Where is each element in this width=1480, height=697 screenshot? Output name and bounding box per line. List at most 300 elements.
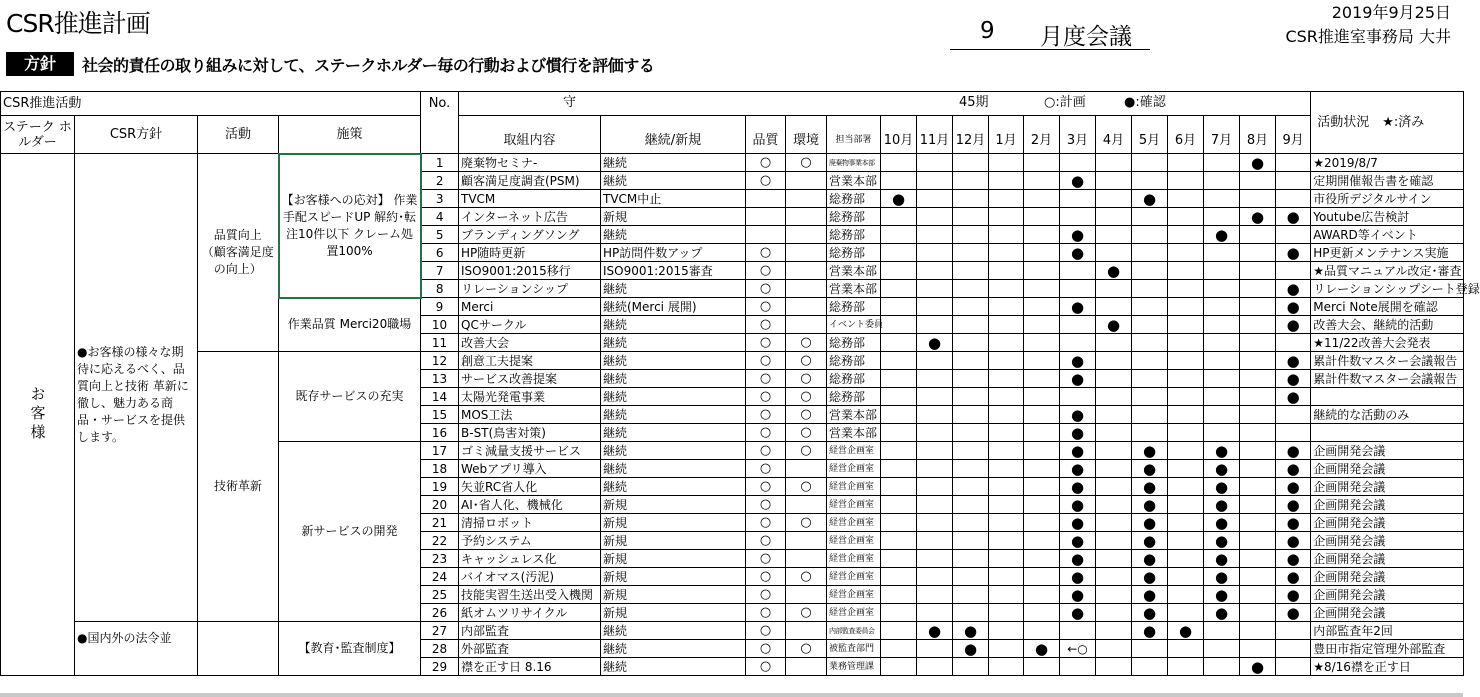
dept-cell[interactable]: 経営企画室 xyxy=(827,568,881,586)
month-mark-2[interactable] xyxy=(917,658,953,676)
month-mark-9[interactable] xyxy=(1168,262,1204,280)
month-mark-3[interactable]: ● xyxy=(953,622,989,640)
month-mark-3[interactable] xyxy=(953,460,989,478)
dept-cell[interactable]: 経営企画室 xyxy=(827,496,881,514)
quality-mark[interactable]: ○ xyxy=(746,478,786,496)
month-mark-8[interactable] xyxy=(1132,334,1168,352)
quality-mark[interactable]: ○ xyxy=(746,406,786,424)
month-mark-10[interactable]: ● xyxy=(1204,460,1240,478)
month-mark-10[interactable] xyxy=(1204,298,1240,316)
month-mark-10[interactable]: ● xyxy=(1204,226,1240,244)
status-cell[interactable]: 企画開発会議 xyxy=(1311,550,1464,568)
month-mark-3[interactable] xyxy=(953,190,989,208)
item-cell[interactable]: 技能実習生送出受入機関 xyxy=(459,586,601,604)
dept-cell[interactable]: 経営企画室 xyxy=(827,604,881,622)
status-cell[interactable]: 定期開催報告書を確認 xyxy=(1311,172,1464,190)
month-mark-5[interactable] xyxy=(1024,172,1060,190)
month-mark-7[interactable] xyxy=(1096,190,1132,208)
quality-mark[interactable]: ○ xyxy=(746,532,786,550)
month-mark-6[interactable]: ● xyxy=(1060,496,1096,514)
item-cell[interactable]: QCサークル xyxy=(459,316,601,334)
type-cell[interactable]: 継続 xyxy=(601,172,746,190)
item-cell[interactable]: 改善大会 xyxy=(459,334,601,352)
month-mark-1[interactable] xyxy=(881,604,917,622)
env-mark[interactable] xyxy=(786,550,827,568)
activity-group[interactable]: 技術革新 xyxy=(198,352,279,622)
quality-mark[interactable]: ○ xyxy=(746,424,786,442)
quality-mark[interactable]: ○ xyxy=(746,172,786,190)
dept-cell[interactable]: 総務部 xyxy=(827,352,881,370)
month-mark-9[interactable] xyxy=(1168,460,1204,478)
month-mark-6[interactable]: ● xyxy=(1060,550,1096,568)
type-cell[interactable]: 継続 xyxy=(601,442,746,460)
quality-mark[interactable] xyxy=(746,226,786,244)
status-cell[interactable]: ★8/16襟を正す日 xyxy=(1311,658,1464,676)
month-mark-2[interactable] xyxy=(917,532,953,550)
month-mark-12[interactable]: ● xyxy=(1276,352,1311,370)
month-mark-11[interactable] xyxy=(1240,298,1276,316)
month-mark-10[interactable] xyxy=(1204,190,1240,208)
status-cell[interactable]: ★11/22改善大会発表 xyxy=(1311,334,1464,352)
month-mark-9[interactable] xyxy=(1168,406,1204,424)
month-mark-2[interactable] xyxy=(917,190,953,208)
quality-mark[interactable]: ○ xyxy=(746,640,786,658)
month-mark-1[interactable] xyxy=(881,586,917,604)
quality-mark[interactable]: ○ xyxy=(746,262,786,280)
status-cell[interactable]: HP更新メンテナンス実施 xyxy=(1311,244,1464,262)
month-mark-3[interactable] xyxy=(953,352,989,370)
month-mark-5[interactable] xyxy=(1024,658,1060,676)
month-mark-4[interactable] xyxy=(989,514,1024,532)
dept-cell[interactable]: 経営企画室 xyxy=(827,442,881,460)
month-mark-4[interactable] xyxy=(989,190,1024,208)
month-mark-1[interactable] xyxy=(881,388,917,406)
status-cell[interactable]: 豊田市指定管理外部監査 xyxy=(1311,640,1464,658)
month-mark-4[interactable] xyxy=(989,658,1024,676)
month-mark-3[interactable] xyxy=(953,316,989,334)
month-mark-11[interactable] xyxy=(1240,280,1276,298)
month-mark-3[interactable] xyxy=(953,172,989,190)
month-mark-12[interactable]: ● xyxy=(1276,550,1311,568)
env-mark[interactable]: ○ xyxy=(786,478,827,496)
measure-group[interactable]: 【教育･監査制度】 xyxy=(279,622,421,676)
month-mark-12[interactable] xyxy=(1276,334,1311,352)
item-cell[interactable]: インターネット広告 xyxy=(459,208,601,226)
month-mark-6[interactable] xyxy=(1060,154,1096,172)
type-cell[interactable]: 継続 xyxy=(601,640,746,658)
month-mark-7[interactable] xyxy=(1096,244,1132,262)
month-mark-9[interactable] xyxy=(1168,496,1204,514)
month-mark-12[interactable] xyxy=(1276,406,1311,424)
month-mark-9[interactable] xyxy=(1168,442,1204,460)
month-mark-5[interactable] xyxy=(1024,496,1060,514)
type-cell[interactable]: 継続 xyxy=(601,622,746,640)
type-cell[interactable]: 継続 xyxy=(601,334,746,352)
month-mark-10[interactable] xyxy=(1204,262,1240,280)
month-mark-8[interactable] xyxy=(1132,388,1168,406)
month-mark-10[interactable] xyxy=(1204,352,1240,370)
month-mark-7[interactable] xyxy=(1096,172,1132,190)
month-mark-9[interactable] xyxy=(1168,478,1204,496)
month-mark-8[interactable]: ● xyxy=(1132,460,1168,478)
month-mark-5[interactable] xyxy=(1024,406,1060,424)
month-mark-2[interactable] xyxy=(917,586,953,604)
type-cell[interactable]: 継続 xyxy=(601,478,746,496)
quality-mark[interactable]: ○ xyxy=(746,658,786,676)
month-mark-5[interactable] xyxy=(1024,568,1060,586)
month-mark-10[interactable] xyxy=(1204,640,1240,658)
month-mark-11[interactable] xyxy=(1240,568,1276,586)
measure-group[interactable]: 【お客様への応対】 作業手配スピードUP 解約･転注10件以下 クレーム処置100% xyxy=(279,154,421,298)
month-mark-7[interactable] xyxy=(1096,442,1132,460)
month-mark-12[interactable] xyxy=(1276,622,1311,640)
month-mark-9[interactable] xyxy=(1168,154,1204,172)
month-mark-6[interactable] xyxy=(1060,316,1096,334)
month-mark-6[interactable]: ● xyxy=(1060,514,1096,532)
dept-cell[interactable]: 内部監査委員会 xyxy=(827,622,881,640)
month-mark-3[interactable] xyxy=(953,478,989,496)
month-mark-6[interactable]: ● xyxy=(1060,244,1096,262)
item-cell[interactable]: ブランディングソング xyxy=(459,226,601,244)
item-cell[interactable]: 創意工夫提案 xyxy=(459,352,601,370)
month-mark-11[interactable]: ● xyxy=(1240,658,1276,676)
dept-cell[interactable]: 総務部 xyxy=(827,334,881,352)
month-mark-2[interactable]: ● xyxy=(917,622,953,640)
month-mark-3[interactable] xyxy=(953,370,989,388)
type-cell[interactable]: 新規 xyxy=(601,586,746,604)
type-cell[interactable]: 新規 xyxy=(601,532,746,550)
month-mark-10[interactable] xyxy=(1204,424,1240,442)
month-mark-1[interactable] xyxy=(881,298,917,316)
month-mark-12[interactable]: ● xyxy=(1276,604,1311,622)
month-mark-1[interactable] xyxy=(881,334,917,352)
month-mark-1[interactable] xyxy=(881,568,917,586)
month-mark-3[interactable] xyxy=(953,604,989,622)
month-mark-12[interactable] xyxy=(1276,172,1311,190)
month-mark-6[interactable]: ● xyxy=(1060,172,1096,190)
status-cell[interactable]: AWARD等イベント xyxy=(1311,226,1464,244)
month-mark-11[interactable] xyxy=(1240,424,1276,442)
quality-mark[interactable]: ○ xyxy=(746,514,786,532)
month-mark-1[interactable] xyxy=(881,658,917,676)
month-mark-7[interactable] xyxy=(1096,352,1132,370)
month-mark-5[interactable] xyxy=(1024,424,1060,442)
item-cell[interactable]: バイオマス(汚泥) xyxy=(459,568,601,586)
month-mark-10[interactable] xyxy=(1204,316,1240,334)
month-mark-5[interactable]: ● xyxy=(1024,640,1060,658)
month-mark-11[interactable] xyxy=(1240,622,1276,640)
month-mark-1[interactable] xyxy=(881,622,917,640)
dept-cell[interactable]: 経営企画室 xyxy=(827,514,881,532)
quality-mark[interactable]: ○ xyxy=(746,370,786,388)
month-mark-5[interactable] xyxy=(1024,604,1060,622)
month-mark-4[interactable] xyxy=(989,334,1024,352)
env-mark[interactable]: ○ xyxy=(786,154,827,172)
month-mark-12[interactable]: ● xyxy=(1276,568,1311,586)
month-mark-10[interactable] xyxy=(1204,244,1240,262)
month-mark-12[interactable] xyxy=(1276,190,1311,208)
month-mark-3[interactable] xyxy=(953,388,989,406)
month-mark-12[interactable]: ● xyxy=(1276,388,1311,406)
month-mark-11[interactable] xyxy=(1240,532,1276,550)
month-mark-1[interactable] xyxy=(881,406,917,424)
month-mark-1[interactable] xyxy=(881,370,917,388)
dept-cell[interactable]: 営業本部 xyxy=(827,424,881,442)
dept-cell[interactable]: 被監査部門 xyxy=(827,640,881,658)
month-mark-1[interactable] xyxy=(881,550,917,568)
month-mark-3[interactable] xyxy=(953,568,989,586)
month-mark-1[interactable] xyxy=(881,154,917,172)
month-mark-7[interactable] xyxy=(1096,640,1132,658)
dept-cell[interactable]: 営業本部 xyxy=(827,406,881,424)
quality-mark[interactable]: ○ xyxy=(746,442,786,460)
month-mark-2[interactable] xyxy=(917,568,953,586)
month-mark-11[interactable] xyxy=(1240,262,1276,280)
month-mark-1[interactable] xyxy=(881,226,917,244)
dept-cell[interactable]: 経営企画室 xyxy=(827,478,881,496)
month-mark-8[interactable] xyxy=(1132,172,1168,190)
month-mark-10[interactable]: ● xyxy=(1204,604,1240,622)
type-cell[interactable]: 新規 xyxy=(601,514,746,532)
month-mark-7[interactable] xyxy=(1096,658,1132,676)
month-mark-9[interactable] xyxy=(1168,370,1204,388)
quality-mark[interactable]: ○ xyxy=(746,622,786,640)
month-mark-12[interactable]: ● xyxy=(1276,370,1311,388)
month-mark-8[interactable]: ● xyxy=(1132,532,1168,550)
month-mark-6[interactable]: ● xyxy=(1060,406,1096,424)
month-mark-4[interactable] xyxy=(989,532,1024,550)
month-mark-7[interactable] xyxy=(1096,388,1132,406)
env-mark[interactable] xyxy=(786,190,827,208)
month-mark-12[interactable] xyxy=(1276,154,1311,172)
dept-cell[interactable]: 営業本部 xyxy=(827,172,881,190)
month-mark-8[interactable] xyxy=(1132,658,1168,676)
month-mark-10[interactable] xyxy=(1204,334,1240,352)
month-mark-8[interactable] xyxy=(1132,244,1168,262)
month-mark-2[interactable] xyxy=(917,316,953,334)
quality-mark[interactable]: ○ xyxy=(746,460,786,478)
month-mark-7[interactable] xyxy=(1096,280,1132,298)
month-mark-3[interactable] xyxy=(953,550,989,568)
month-mark-9[interactable] xyxy=(1168,514,1204,532)
month-mark-5[interactable] xyxy=(1024,280,1060,298)
month-mark-8[interactable]: ● xyxy=(1132,604,1168,622)
month-mark-3[interactable] xyxy=(953,586,989,604)
env-mark[interactable] xyxy=(786,622,827,640)
month-mark-7[interactable] xyxy=(1096,496,1132,514)
horizontal-scrollbar[interactable] xyxy=(0,693,1463,697)
item-cell[interactable]: 予約システム xyxy=(459,532,601,550)
month-mark-10[interactable] xyxy=(1204,280,1240,298)
month-mark-6[interactable]: ● xyxy=(1060,352,1096,370)
item-cell[interactable]: ISO9001:2015移行 xyxy=(459,262,601,280)
item-cell[interactable]: キャッシュレス化 xyxy=(459,550,601,568)
dept-cell[interactable]: 経営企画室 xyxy=(827,532,881,550)
month-mark-10[interactable]: ● xyxy=(1204,532,1240,550)
month-mark-8[interactable] xyxy=(1132,280,1168,298)
month-mark-4[interactable] xyxy=(989,478,1024,496)
month-mark-3[interactable] xyxy=(953,244,989,262)
month-mark-3[interactable] xyxy=(953,496,989,514)
month-mark-8[interactable]: ● xyxy=(1132,568,1168,586)
month-mark-8[interactable] xyxy=(1132,370,1168,388)
month-mark-6[interactable]: ● xyxy=(1060,442,1096,460)
month-mark-4[interactable] xyxy=(989,622,1024,640)
month-mark-12[interactable]: ● xyxy=(1276,244,1311,262)
month-mark-7[interactable]: ● xyxy=(1096,316,1132,334)
quality-mark[interactable]: ○ xyxy=(746,496,786,514)
policy-group[interactable]: ●お客様の様々な期待に応えるべく、品質向上と技術 革新に徹し、魅力ある商品・サービスを提供します。 xyxy=(75,154,198,622)
month-mark-1[interactable] xyxy=(881,640,917,658)
month-mark-4[interactable] xyxy=(989,352,1024,370)
month-mark-3[interactable] xyxy=(953,406,989,424)
month-mark-11[interactable] xyxy=(1240,388,1276,406)
month-mark-4[interactable] xyxy=(989,442,1024,460)
month-mark-12[interactable]: ● xyxy=(1276,496,1311,514)
month-mark-2[interactable] xyxy=(917,478,953,496)
month-mark-5[interactable] xyxy=(1024,190,1060,208)
month-mark-10[interactable]: ● xyxy=(1204,478,1240,496)
month-mark-5[interactable] xyxy=(1024,226,1060,244)
type-cell[interactable]: 新規 xyxy=(601,496,746,514)
env-mark[interactable] xyxy=(786,208,827,226)
month-mark-8[interactable]: ● xyxy=(1132,550,1168,568)
activity-group[interactable]: 品質向上 （顧客満足度 の向上） xyxy=(198,154,279,352)
quality-mark[interactable] xyxy=(746,208,786,226)
quality-mark[interactable]: ○ xyxy=(746,316,786,334)
month-mark-1[interactable]: ● xyxy=(881,190,917,208)
status-cell[interactable]: Merci Note展開を確認 xyxy=(1311,298,1464,316)
quality-mark[interactable]: ○ xyxy=(746,298,786,316)
month-mark-5[interactable] xyxy=(1024,586,1060,604)
month-mark-7[interactable] xyxy=(1096,370,1132,388)
month-mark-6[interactable] xyxy=(1060,208,1096,226)
type-cell[interactable]: 継続 xyxy=(601,460,746,478)
month-mark-12[interactable] xyxy=(1276,262,1311,280)
month-mark-2[interactable] xyxy=(917,442,953,460)
dept-cell[interactable]: 廃棄物事業本部 xyxy=(827,154,881,172)
month-mark-1[interactable] xyxy=(881,316,917,334)
month-mark-2[interactable] xyxy=(917,172,953,190)
month-mark-8[interactable] xyxy=(1132,298,1168,316)
month-mark-10[interactable] xyxy=(1204,406,1240,424)
month-mark-4[interactable] xyxy=(989,154,1024,172)
month-mark-1[interactable] xyxy=(881,172,917,190)
month-mark-6[interactable]: ● xyxy=(1060,568,1096,586)
month-mark-7[interactable] xyxy=(1096,208,1132,226)
dept-cell[interactable]: 経営企画室 xyxy=(827,550,881,568)
month-mark-3[interactable] xyxy=(953,514,989,532)
status-cell[interactable] xyxy=(1311,388,1464,406)
env-mark[interactable]: ○ xyxy=(786,640,827,658)
month-mark-7[interactable] xyxy=(1096,622,1132,640)
month-mark-11[interactable] xyxy=(1240,640,1276,658)
month-mark-5[interactable] xyxy=(1024,478,1060,496)
env-mark[interactable] xyxy=(786,280,827,298)
type-cell[interactable]: 継続 xyxy=(601,226,746,244)
month-mark-11[interactable] xyxy=(1240,496,1276,514)
status-cell[interactable]: Youtube広告検討 xyxy=(1311,208,1464,226)
month-mark-10[interactable] xyxy=(1204,154,1240,172)
month-mark-11[interactable] xyxy=(1240,550,1276,568)
month-mark-3[interactable] xyxy=(953,424,989,442)
month-mark-6[interactable] xyxy=(1060,334,1096,352)
type-cell[interactable]: 継続 xyxy=(601,424,746,442)
dept-cell[interactable]: イベント委員 xyxy=(827,316,881,334)
env-mark[interactable]: ○ xyxy=(786,406,827,424)
item-cell[interactable]: 内部監査 xyxy=(459,622,601,640)
month-mark-4[interactable] xyxy=(989,388,1024,406)
month-mark-5[interactable] xyxy=(1024,370,1060,388)
month-mark-5[interactable] xyxy=(1024,514,1060,532)
status-cell[interactable] xyxy=(1311,424,1464,442)
type-cell[interactable]: 新規 xyxy=(601,550,746,568)
month-mark-2[interactable] xyxy=(917,550,953,568)
status-cell[interactable]: ★2019/8/7 xyxy=(1311,154,1464,172)
month-mark-4[interactable] xyxy=(989,208,1024,226)
quality-mark[interactable]: ○ xyxy=(746,244,786,262)
env-mark[interactable] xyxy=(786,460,827,478)
status-cell[interactable]: 企画開発会議 xyxy=(1311,604,1464,622)
month-mark-10[interactable] xyxy=(1204,208,1240,226)
month-mark-7[interactable] xyxy=(1096,604,1132,622)
month-mark-8[interactable] xyxy=(1132,424,1168,442)
month-mark-9[interactable] xyxy=(1168,586,1204,604)
month-mark-10[interactable] xyxy=(1204,388,1240,406)
env-mark[interactable] xyxy=(786,496,827,514)
item-cell[interactable]: 外部監査 xyxy=(459,640,601,658)
dept-cell[interactable]: 総務部 xyxy=(827,208,881,226)
month-mark-7[interactable]: ● xyxy=(1096,262,1132,280)
month-mark-9[interactable]: ● xyxy=(1168,622,1204,640)
status-cell[interactable]: 企画開発会議 xyxy=(1311,478,1464,496)
item-cell[interactable]: ゴミ減量支援サービス xyxy=(459,442,601,460)
month-mark-9[interactable] xyxy=(1168,640,1204,658)
month-mark-1[interactable] xyxy=(881,532,917,550)
status-cell[interactable]: リレーションシップシート登録 xyxy=(1311,280,1464,298)
month-mark-8[interactable] xyxy=(1132,226,1168,244)
month-mark-12[interactable]: ● xyxy=(1276,208,1311,226)
month-mark-8[interactable]: ● xyxy=(1132,478,1168,496)
month-mark-4[interactable] xyxy=(989,604,1024,622)
month-mark-2[interactable]: ● xyxy=(917,334,953,352)
month-mark-8[interactable] xyxy=(1132,316,1168,334)
month-mark-9[interactable] xyxy=(1168,658,1204,676)
item-cell[interactable]: リレーションシップ xyxy=(459,280,601,298)
type-cell[interactable]: 新規 xyxy=(601,604,746,622)
month-mark-4[interactable] xyxy=(989,496,1024,514)
month-mark-3[interactable] xyxy=(953,154,989,172)
month-mark-5[interactable] xyxy=(1024,298,1060,316)
dept-cell[interactable]: 営業本部 xyxy=(827,280,881,298)
month-mark-10[interactable]: ● xyxy=(1204,568,1240,586)
month-mark-4[interactable] xyxy=(989,568,1024,586)
status-cell[interactable]: 企画開発会議 xyxy=(1311,568,1464,586)
measure-group[interactable]: 新サービスの開発 xyxy=(279,442,421,622)
month-mark-4[interactable] xyxy=(989,262,1024,280)
month-mark-11[interactable]: ● xyxy=(1240,208,1276,226)
month-mark-4[interactable] xyxy=(989,406,1024,424)
month-mark-4[interactable] xyxy=(989,226,1024,244)
month-mark-7[interactable] xyxy=(1096,298,1132,316)
month-mark-7[interactable] xyxy=(1096,406,1132,424)
month-mark-11[interactable] xyxy=(1240,478,1276,496)
month-mark-8[interactable]: ● xyxy=(1132,496,1168,514)
month-mark-11[interactable] xyxy=(1240,514,1276,532)
type-cell[interactable]: 継続 xyxy=(601,154,746,172)
dept-cell[interactable]: 総務部 xyxy=(827,190,881,208)
month-mark-8[interactable]: ● xyxy=(1132,442,1168,460)
